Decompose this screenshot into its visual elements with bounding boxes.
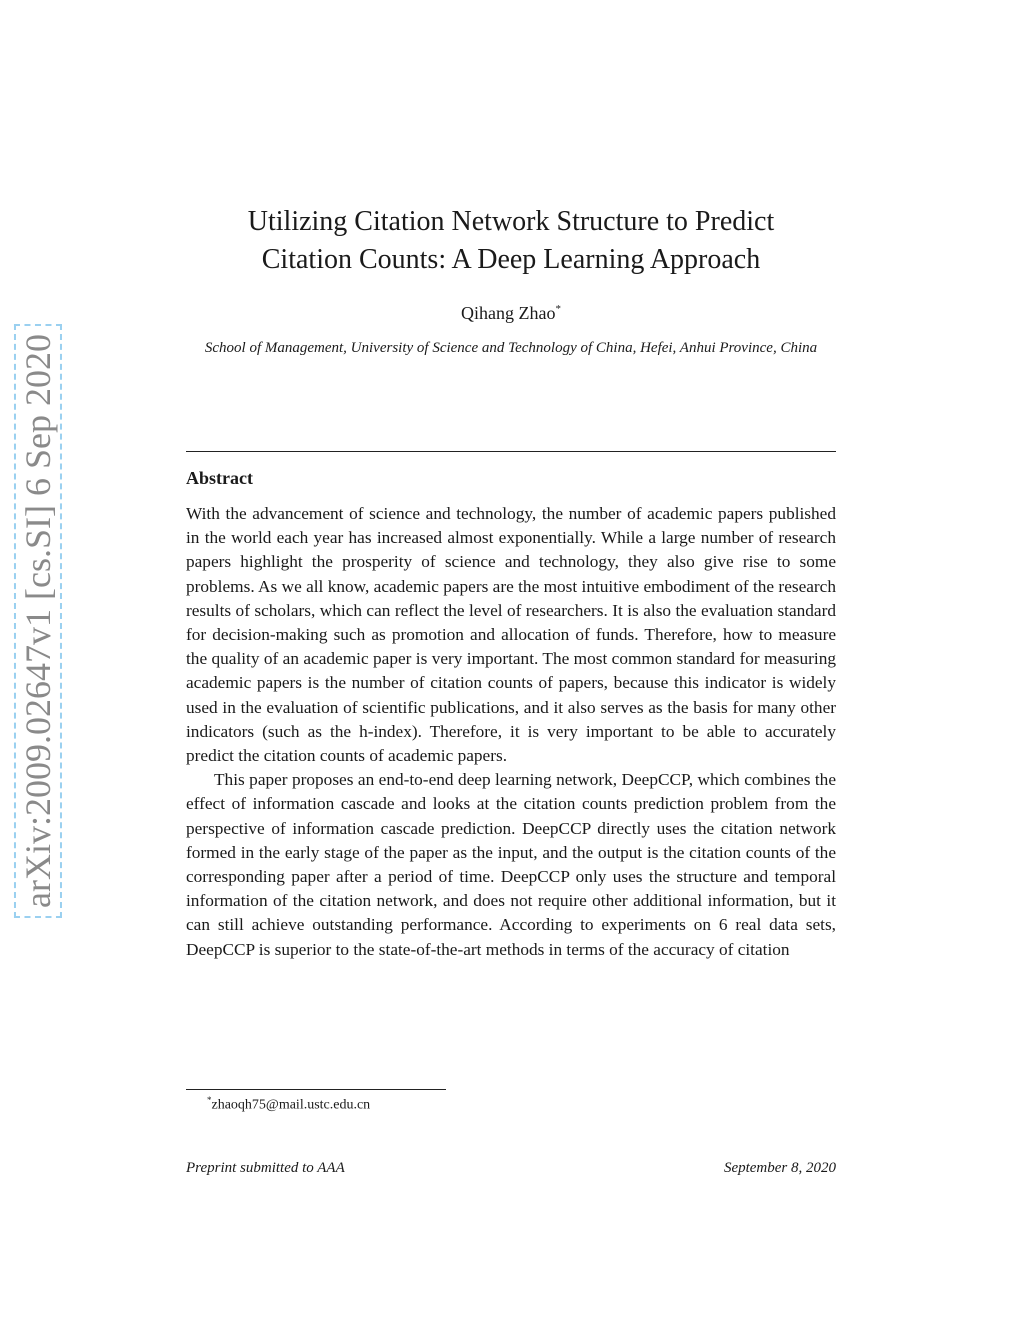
footnote-email: zhaoqh75@mail.ustc.edu.cn xyxy=(211,1097,371,1113)
footnote-marker: * xyxy=(207,1095,212,1105)
author-footnote-marker: * xyxy=(555,303,561,315)
paper-title xyxy=(186,203,836,279)
abstract-body xyxy=(186,502,836,962)
paper-title-line-1: Utilizing Citation Network Structure to Predict xyxy=(247,206,775,237)
abstract-paragraph-2: This paper proposes an end-to-end deep learning network, DeepCCP, which combines the effect of information cascade and looks at the citation counts prediction problem from the perspective of information cascade prediction. DeepCCP directly uses the citation network formed in the early stage of the paper as the input, and the output is the citation counts of the corresponding paper after a period of time. DeepCCP only uses the structure and temporal information of the citation network, and does not require other additional information, but it can still achieve outstanding performance. According to experiments on 6 real data sets, DeepCCP is superior to the state-of-the-art methods in terms of the accuracy of citation xyxy=(186,770,836,959)
arxiv-identifier: arXiv:2009.02647v1 [cs.SI] 6 Sep 2020 xyxy=(14,324,62,918)
footnote-rule xyxy=(186,1089,446,1090)
footnote xyxy=(207,1095,370,1114)
abstract-heading: Abstract xyxy=(186,468,253,488)
author xyxy=(186,303,836,324)
abstract-paragraph-1: With the advancement of science and technology, the number of academic papers published in the world each year has increased almost exponentially. While a large number of research papers highlight the prosperity of science and technology, they also give rise to some problems. As we all know, academic papers are the most intuitive embodiment of the research results of scholars, which can reflect the level of researchers. It is also the evaluation standard for decision-making such as promotion and allocation of funds. Therefore, how to measure the quality of an academic paper is very important. The most common standard for measuring academic papers is the number of citation counts of papers, because this indicator is widely used in the evaluation of scientific publications, and it also serves as the basis for many other indicators (such as the h-index). Therefore, it is very important to be able to accurately predict the citation counts of academic papers. xyxy=(186,504,836,766)
abstract-top-rule xyxy=(186,451,836,452)
affiliation: School of Management, University of Science and Technology of China, Hefei, Anhui Province, China xyxy=(204,340,818,356)
preprint-note: Preprint submitted to AAA xyxy=(186,1160,345,1176)
arxiv-stamp xyxy=(10,334,66,908)
preprint-date: September 8, 2020 xyxy=(723,1160,836,1176)
paper-title-line-2: Citation Counts: A Deep Learning Approach xyxy=(261,244,761,275)
author-name: Qihang Zhao xyxy=(461,303,556,323)
